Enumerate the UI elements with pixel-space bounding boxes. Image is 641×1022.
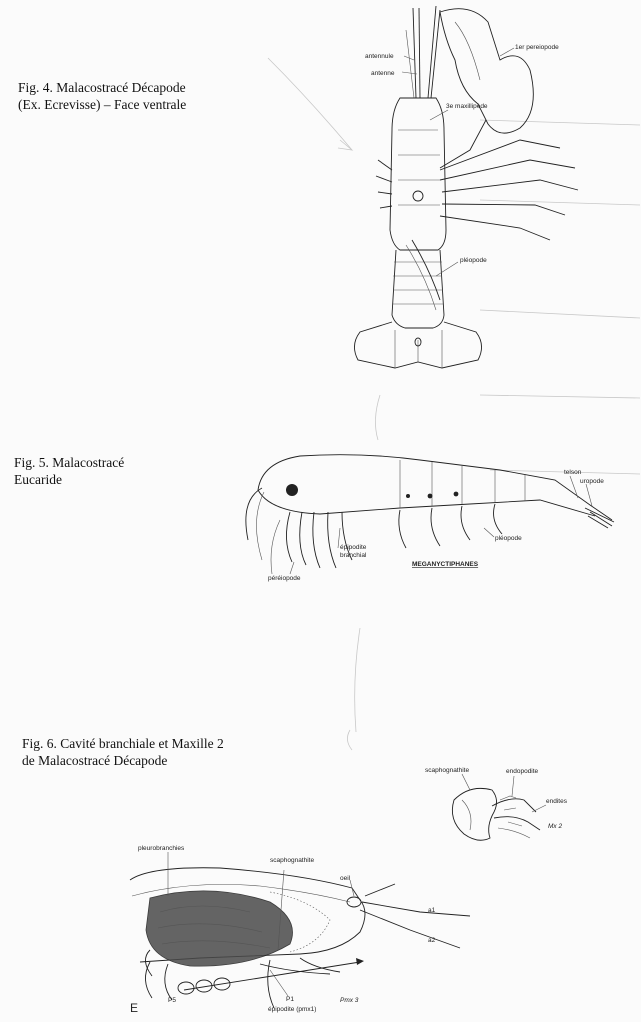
fig4-caption-line2: (Ex. Ecrevisse) – Face ventrale [18, 97, 187, 112]
fig6-label-scaphognathite: scaphognathite [270, 857, 315, 864]
fig4-label-antenne: antenne [371, 70, 395, 77]
fig5-label-branchial: branchial [340, 552, 367, 559]
fig5-caption-line2: Eucaride [14, 472, 62, 487]
fig5-meganyctiphanes-drawing [246, 455, 614, 582]
fig6-label-a2: a2 [428, 937, 436, 944]
scan-bleed [268, 58, 640, 750]
fig6-label-oeil: oeil [340, 875, 351, 882]
fig5-label-telson: telson [564, 469, 582, 476]
fig4-label-pereiopode: 1er pereiopode [515, 44, 559, 51]
fig5-label-uropode: uropode [580, 478, 604, 485]
fig5-label-genus: MEGANYCTIPHANES [412, 561, 479, 568]
fig6-label-pmx3: Pmx 3 [340, 997, 359, 1004]
fig5-label-epipodite: épipodite [340, 544, 367, 551]
fig6-maxilla-drawing [425, 767, 568, 840]
fig6-label-mx2: Mx 2 [548, 823, 563, 830]
fig4-crayfish-drawing [354, 6, 578, 368]
fig6-caption-line2: de Malacostracé Décapode [22, 753, 168, 768]
fig6-label-endites: endites [546, 798, 567, 805]
fig5-label-pereiopode: péréiopode [268, 575, 301, 582]
fig4-label-antennule: antennule [365, 53, 394, 60]
fig5-label-pleopode: pléopode [495, 535, 522, 542]
fig6-label-a1: a1 [428, 907, 436, 914]
fig6-label-epipodite: épipodite (pmx1) [268, 1006, 317, 1013]
fig6-label-scaphognathite-small: scaphognathite [425, 767, 470, 774]
fig6-branchial-cavity-drawing [130, 845, 470, 1015]
fig4-label-maxillipede: 3e maxillipède [446, 103, 488, 110]
fig6-label-endopodite: endopodite [506, 768, 539, 775]
fig6-corner-letter: E [130, 1001, 139, 1015]
fig6-label-p1: P1 [286, 996, 294, 1003]
fig5-caption-line1: Fig. 5. Malacostracé [14, 455, 125, 470]
fig4-caption-line1: Fig. 4. Malacostracé Décapode [18, 80, 186, 95]
fig6-label-p5: P5 [168, 997, 176, 1004]
fig6-label-pleurobranchies: pleurobranchies [138, 845, 185, 852]
fig6-caption-line1: Fig. 6. Cavité branchiale et Maxille 2 [22, 736, 224, 751]
fig4-label-pleopode: pléopode [460, 257, 487, 264]
